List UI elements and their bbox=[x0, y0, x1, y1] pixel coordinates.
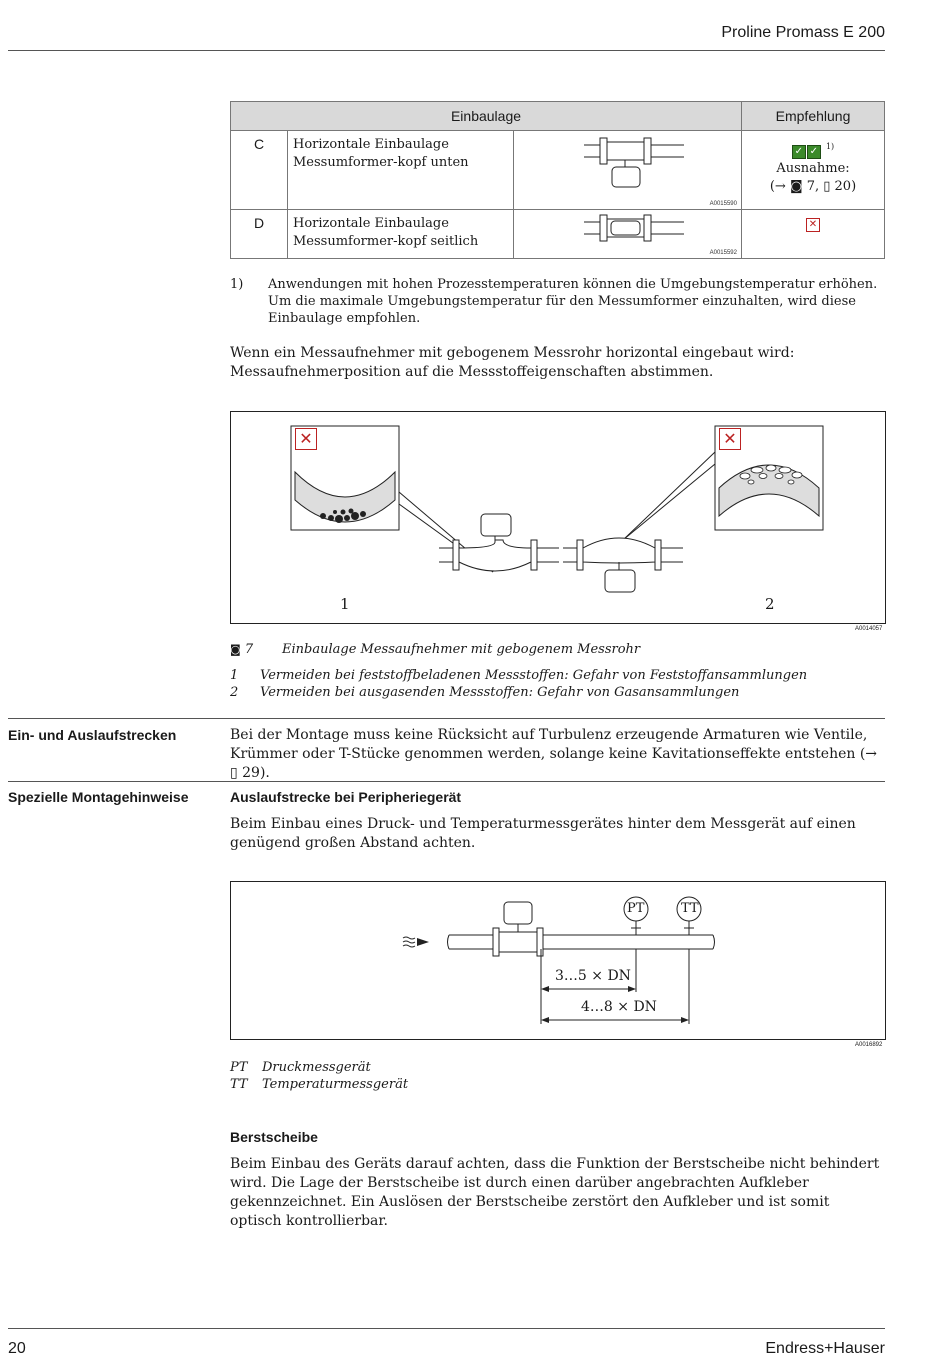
page-number: 20 bbox=[8, 1340, 26, 1357]
legend-text: Vermeiden bei ausgasenden Messstoffen: Gefahr von Gasansammlungen bbox=[260, 685, 740, 700]
table-row bbox=[231, 210, 885, 259]
section-rule bbox=[8, 781, 885, 782]
figure-icon: ◙ bbox=[230, 643, 241, 656]
dimension-tt: 4…8 × DN bbox=[581, 999, 657, 1015]
figure-number: 7 bbox=[244, 642, 254, 657]
rupture-disk-text: Beim Einbau des Geräts darauf achten, dass die Funktion der Berstscheibe nicht behindert wird. Die Lage der Berstscheibe ist durch einen darüber angebrachten Aufkleber gekennzeichnet. Ein Auslösen der Berstscheibe zerstört den Aufkleber und ist somit optisch kontrollierbar. bbox=[230, 1156, 880, 1229]
meter-head-side-drawing bbox=[584, 214, 684, 244]
section-heading-inlet: Ein- und Auslaufstrecken bbox=[8, 727, 177, 743]
section-rule bbox=[8, 718, 885, 719]
section-heading-special: Spezielle Montagehinweise bbox=[8, 789, 189, 805]
exception-reference: (→ ◙ 7, ▯ 20) bbox=[769, 179, 857, 195]
footnote-text: Anwendungen mit hohen Prozesstemperaturen können die Umgebungstemperatur erhöhen. Um die maximale Umgebungstemperatur für den Messumformer einzuhalten, wird diese Einbaulage empfohlen. bbox=[268, 277, 878, 326]
recommendation-cell bbox=[742, 210, 885, 259]
figure-bent-tube bbox=[230, 411, 886, 624]
col-position-header: Einbaulage bbox=[231, 102, 742, 131]
figure-caption bbox=[230, 642, 253, 657]
row-image-cell bbox=[514, 210, 742, 259]
legend-key: 2 bbox=[230, 685, 239, 700]
subheading-outlet: Auslaufstrecke bei Peripheriegerät bbox=[230, 789, 462, 805]
figure-caption-text: Einbaulage Messaufnehmer mit gebogenem Messrohr bbox=[282, 642, 641, 657]
bent-tube-drawing bbox=[231, 412, 885, 623]
check-icon: ✓ bbox=[792, 145, 806, 159]
legend-key: 1 bbox=[230, 668, 239, 683]
row-code: D bbox=[231, 210, 288, 259]
outlet-text: Beim Einbau eines Druck- und Temperaturmessgerätes hinter dem Messgerät auf einen genügend großen Abstand achten. bbox=[230, 816, 856, 851]
footer-rule bbox=[8, 1328, 885, 1329]
table-row bbox=[231, 131, 885, 210]
figure-label-1: 1 bbox=[340, 595, 350, 613]
meter-head-below-drawing bbox=[584, 135, 684, 195]
exception-label: Ausnahme: bbox=[776, 161, 850, 177]
col-recommendation-header: Empfehlung bbox=[742, 102, 885, 131]
image-code: A0015590 bbox=[709, 201, 737, 207]
figure-code: A0016892 bbox=[855, 1042, 883, 1048]
legend-text: Druckmessgerät bbox=[262, 1060, 371, 1075]
recommended-check-icons bbox=[747, 138, 879, 160]
image-code: A0015592 bbox=[709, 250, 737, 256]
subheading-rupture-disk: Berstscheibe bbox=[230, 1129, 318, 1145]
legend-text: Temperaturmessgerät bbox=[262, 1077, 409, 1092]
recommendation-cell bbox=[742, 131, 885, 210]
legend-key: TT bbox=[230, 1077, 248, 1092]
table-header-row bbox=[231, 102, 885, 131]
row-image-cell bbox=[514, 131, 742, 210]
check-icon: ✓ bbox=[807, 145, 821, 159]
figure-code: A0014057 bbox=[855, 626, 883, 632]
legend-key: PT bbox=[230, 1060, 248, 1075]
avoid-icon: ✕ bbox=[719, 428, 741, 450]
legend-text: Vermeiden bei feststoffbeladenen Messstoffen: Gefahr von Feststoffansammlungen bbox=[260, 668, 808, 683]
not-recommended-icon: ✕ bbox=[806, 218, 820, 232]
figure-label-2: 2 bbox=[765, 595, 775, 613]
row-description: Horizontale Einbaulage Messumformer-kopf seitlich bbox=[288, 210, 514, 259]
document-title: Proline Promass E 200 bbox=[721, 24, 885, 41]
footnote-ref: 1) bbox=[825, 142, 835, 151]
outlet-run-drawing bbox=[231, 882, 885, 1039]
avoid-icon: ✕ bbox=[295, 428, 317, 450]
figure-outlet-run bbox=[230, 881, 886, 1040]
installation-table bbox=[230, 101, 885, 259]
section-text-inlet: Bei der Montage muss keine Rücksicht auf Turbulenz erzeugende Armaturen wie Ventile, Krümmer oder T-Stücke genommen werden, solange keine Kavitationseffekte entstehen (→ ▯ 29). bbox=[230, 727, 878, 781]
header-rule bbox=[8, 50, 885, 51]
temperature-instrument-label: TT bbox=[681, 901, 699, 916]
row-code: C bbox=[231, 131, 288, 210]
dimension-pt: 3…5 × DN bbox=[555, 968, 631, 984]
footnote-marker: 1) bbox=[230, 277, 244, 292]
row-description: Horizontale Einbaulage Messumformer-kopf unten bbox=[288, 131, 514, 210]
footer-brand: Endress+Hauser bbox=[765, 1340, 885, 1357]
pressure-instrument-label: PT bbox=[627, 901, 645, 916]
paragraph-bent-tube: Wenn ein Messaufnehmer mit gebogenem Messrohr horizontal eingebaut wird: Messaufnehmerposition auf die Messstoffeigenschaften abstimmen. bbox=[230, 345, 795, 380]
